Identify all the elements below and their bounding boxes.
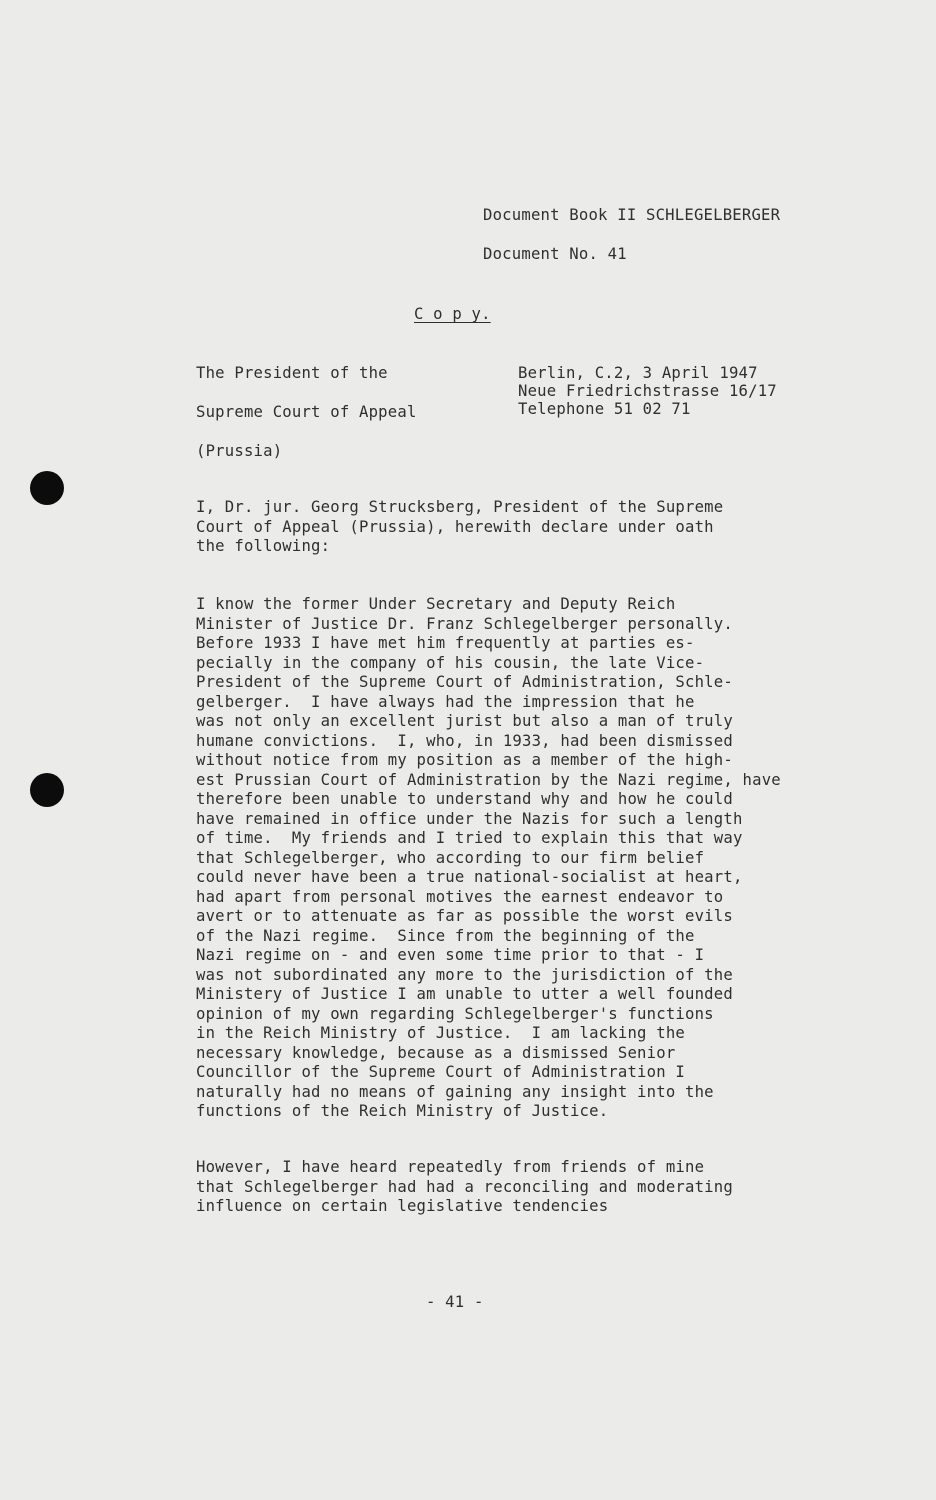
closing-paragraph: However, I have heard repeatedly from friends of mine that Schlegelberger had had a reconciling and moderating influence on certain legislative tendencies [196,1158,733,1215]
document-number: Document No. 41 [483,245,627,263]
copy-title: C o p y. [414,305,491,323]
sender-line-1: The President of the [196,364,388,382]
body-paragraph: I know the former Under Secretary and Deputy Reich Minister of Justice Dr. Franz Schlegelberger personally. Before 1933 I have met him frequently at parties es- pecially in the company of his cousin, the late Vice- President of the Supreme Court of Administration, Schle- gelberger. I have always had the impression that he was not only an excellent jurist but also a man of truly humane convictions. I, who, in 1933, had been dismissed without notice from my position as a member of the high- est Prussian Court of Administration by the Nazi regime, have therefore been unable to understand why and how he could have remained in office under the Nazis for such a length of time. My friends and I tried to explain this that way that Schlegelberger, who according to our firm belief could never have been a true national-socialist at heart, had apart from personal motives the earnest endeavor to avert or to attenuate as far as possible the worst evils of the Nazi regime. Since from the beginning of the Nazi regime on - and even some time prior to that - I was not subordinated any more to the jurisdiction of the Ministery of Justice I am unable to utter a well founded opinion of my own regarding Schlegelberger's functions in the Reich Ministry of Justice. I am lacking the necessary knowledge, because as a dismissed Senior Councillor of the Supreme Court of Administration I naturally had no means of gaining any insight into the functions of the Reich Ministry of Justice. [196,595,781,1120]
document-book-label: Document Book II SCHLEGELBERGER [483,206,781,224]
punch-hole [30,471,64,505]
sender-line-2: Supreme Court of Appeal [196,403,417,421]
address-telephone: Telephone 51 02 71 [518,400,691,418]
address-line-1: Berlin, C.2, 3 April 1947 [518,364,758,382]
sender-line-3: (Prussia) [196,442,283,460]
page-number: - 41 - [426,1293,484,1311]
declaration-paragraph: I, Dr. jur. Georg Strucksberg, President of the Supreme Court of Appeal (Prussia), herewith declare under oath the following: [196,498,724,555]
address-line-2: Neue Friedrichstrasse 16/17 [518,382,777,400]
punch-hole [30,773,64,807]
